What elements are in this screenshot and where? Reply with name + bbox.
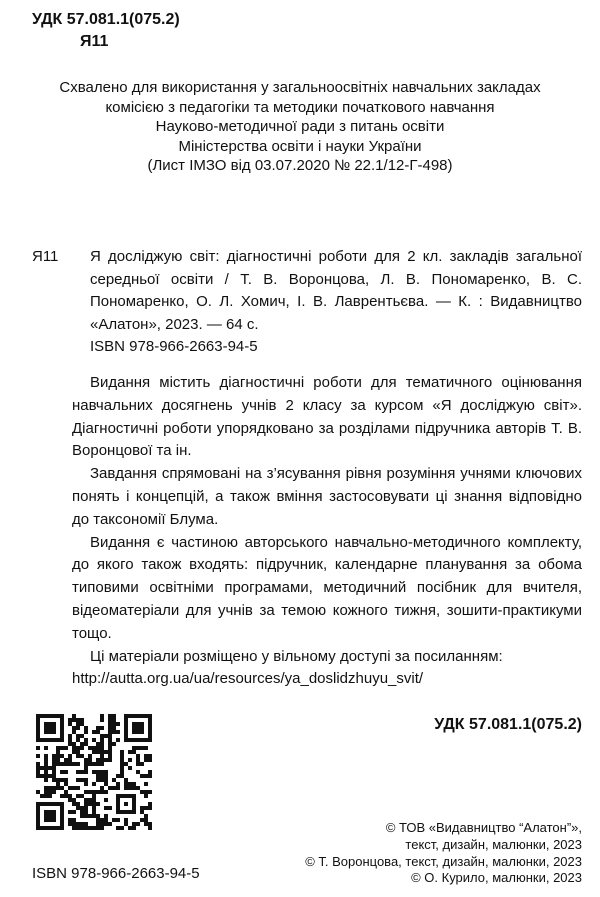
annotation-paragraph: Ці матеріали розміщено у вільному доступі за посиланням: [90,647,503,665]
footer-udk-code: УДК 57.081.1(075.2) [434,716,582,733]
copyright-line: © О. Курило, малюнки, 2023 [411,870,582,886]
copyright-line: © Т. Воронцова, текст, дизайн, малюнки, 2023 [305,853,582,869]
qr-code-icon [36,714,152,830]
copyright-block [305,820,582,887]
bibliographic-record [32,246,582,359]
udk-code: УДК 57.081.1(075.2) [32,11,180,28]
copyright-line: текст, дизайн, малюнки, 2023 [405,836,582,852]
annotation [72,372,582,691]
annotation-paragraph: Видання є частиною авторського навчально-методичного комплекту, до якого також входять: підручник, календарне планування за обома типовими освітніми програмами, методичний посібник для вчителя, відеоматеріали для учнів за темою кожного тижня, зошити-практикуми тощо. [72,533,582,642]
approval-notice [20,78,580,176]
annotation-paragraph: Видання містить діагностичні роботи для тематичного оцінювання навчальних досягнень учнів 2 класу за курсом «Я досліджую світ». Діагностичні роботи упорядковано за розділами підручника авторів Т. В. Воронцової та ін. [72,374,582,460]
biblio-isbn: ISBN 978-966-2663-94-5 [90,338,258,355]
resources-link[interactable]: http://autta.org.ua/ua/resources/ya_doslidzhuyu_svit/ [72,670,424,688]
approval-line: (Лист ІМЗО від 03.07.2020 № 22.1/12-Г-498) [147,157,453,174]
footer-isbn: ISBN 978-966-2663-94-5 [32,865,200,882]
copyright-line: © ТОВ «Видавництво “Алатон”», [385,820,582,835]
approval-line: Схвалено для використання у загальноосвітніх навчальних закладах [59,79,541,96]
header-udk-block [32,10,180,51]
biblio-description: Я досліджую світ: діагностичні роботи для 2 кл. закладів загальної середньої освіти / Т. В. Воронцова, Л. В. Пономаренко, В. С. Пономаренко, О. Л. Хомич, І. В. Лаврентьєва. — К. : Видавництво «Алатон», 2023. — 64 с. [90,248,582,333]
author-index: Я11 [80,33,109,50]
annotation-paragraph: Завдання спрямовані на з’ясування рівня розуміння учнями ключових понять і концепцій, а також вміння застосовувати ці знання відповідно до таксономії Блума. [72,465,582,528]
approval-line: комісією з педагогіки та методики початкового навчання [105,98,495,116]
approval-line: Науково-методичної ради з питань освіти [155,118,445,135]
approval-line: Міністерства освіти і науки України [178,137,422,155]
biblio-index: Я11 [32,248,59,265]
